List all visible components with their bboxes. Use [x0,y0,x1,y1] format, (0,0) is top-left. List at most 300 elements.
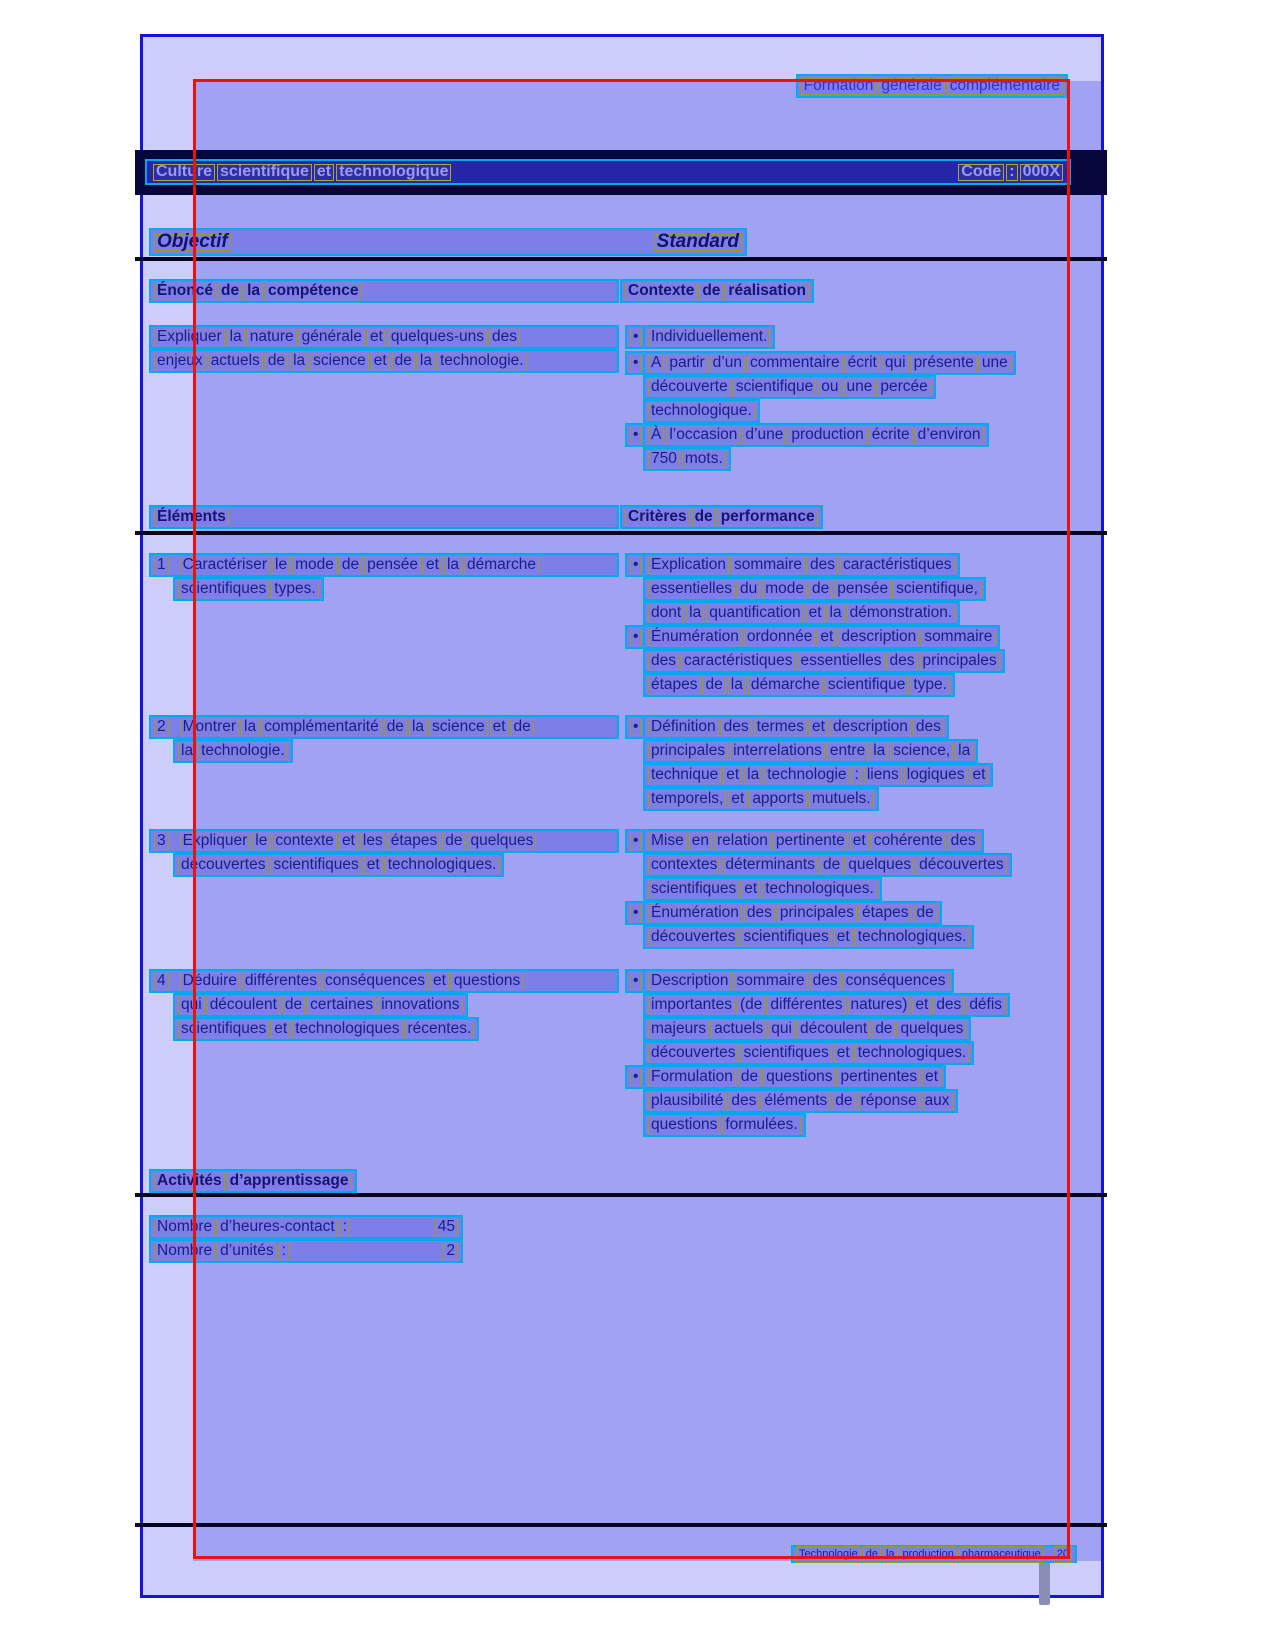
word-chip: technologique [336,164,451,181]
title-bar [135,150,1107,195]
word-chip: technologiques. [855,1045,970,1062]
word-chip: et [364,857,383,874]
word-chip: et [728,791,747,808]
word-chip: et [850,833,869,850]
bullet-icon: • [625,969,646,993]
word-chip: plausibilité [648,1093,726,1110]
word-chip: et [834,929,853,946]
word-chip: principales [920,653,1000,670]
word-chip: Éléments [154,509,229,526]
word-chip: des [810,973,841,990]
word-chip: en [689,833,712,850]
word-chip: innovations [378,997,462,1014]
criterion-line [643,1113,806,1137]
word-chip: des [887,653,918,670]
context-line [643,351,1016,375]
word-chip: étapes [859,905,912,922]
page-footer [791,1545,1077,1563]
criterion-line [643,577,986,601]
word-chip: apports [749,791,807,808]
word-chip: complémentarité [261,719,382,736]
word-chip: et [817,629,836,646]
units-label [153,1243,290,1260]
word-chip: nature [247,329,297,346]
word-chip: Standard [654,234,742,251]
word-chip: de [511,719,534,736]
word-chip: majeurs [648,1021,709,1038]
word-chip: Activités [154,1173,225,1190]
word-chip: ordonnée [744,629,816,646]
word-chip: scientifiques [270,857,361,874]
word-chip: technologie. [198,743,288,760]
text-cursor-mark [1039,1559,1050,1605]
word-chip: et [806,605,825,622]
word-chip: les [360,833,386,850]
word-chip: quantification [706,605,803,622]
word-chip: questions [451,973,523,990]
word-chip: scientifique [733,379,817,396]
word-chip: démonstration. [847,605,956,622]
word-chip: la [728,677,746,694]
word-chip: découvertes [648,1045,738,1062]
word-chip: certaines [307,997,376,1014]
word-chip: Culture [153,164,215,181]
criterion-line [643,829,984,853]
word-chip: et [834,1045,853,1062]
word-chip: technologiques. [762,881,877,898]
word-chip: pharmaceutique [959,1546,1044,1563]
word-chip: de [738,1069,761,1086]
word-chip: Formation [801,78,877,95]
word-chip: qui [178,997,205,1014]
activities-heading [149,1169,357,1193]
word-chip: démarche [464,557,539,574]
word-chip: de [384,719,407,736]
word-chip: de [703,677,726,694]
word-chip: conséquences [322,973,428,990]
word-chip: mode [762,581,807,598]
word-chip: technologie. [437,353,527,370]
word-chip: découverte [648,379,731,396]
word-chip: sommaire [921,629,995,646]
criterion-line [643,673,955,697]
word-chip: découlent [797,1021,870,1038]
word-chip: étapes [388,833,441,850]
element-item [149,715,619,739]
section-divider-line [135,1193,1107,1197]
word-chip: scientifique [217,164,312,181]
word-chip: performance [718,509,818,526]
word-chip: découvertes [648,929,738,946]
title-bar-band [145,159,1071,185]
word-chip: partir [666,355,707,372]
word-chip: (de [737,997,765,1014]
word-chip: logiques [904,767,968,784]
word-chip: la [744,767,762,784]
criterion-line [643,625,1000,649]
word-chip: compétence [265,283,361,300]
element-item [149,969,619,993]
word-chip: essentielles [798,653,885,670]
word-chip: scientifiques [178,1021,269,1038]
word-chip: aux [922,1093,953,1110]
word-chip: pensée [834,581,891,598]
word-chip: description [830,719,911,736]
word-chip: la [241,719,259,736]
criterion-line [643,1065,946,1089]
criteres-heading [620,505,823,529]
word-chip: et [367,329,386,346]
units-row [149,1239,463,1263]
word-chip: Contexte [625,283,697,300]
word-chip: questions [648,1117,720,1134]
word-chip: 750 [648,451,680,468]
element-item-line [173,853,504,877]
criterion-line [643,553,960,577]
word-chip: mots. [682,451,726,468]
item-number: 2 [154,719,169,736]
word-chip: et [970,767,989,784]
word-chip: quelques [897,1021,966,1038]
word-chip: d’unités [217,1243,276,1260]
word-chip: et [723,767,742,784]
word-chip: percée [877,379,930,396]
word-chip: Montrer [180,719,239,736]
word-chip: Technologie [796,1546,861,1563]
column-headers-row [149,228,747,256]
word-chip: cohérente [871,833,946,850]
contexte-heading [620,279,814,303]
word-chip: de [442,833,465,850]
word-chip: d’un [710,355,745,372]
course-title [152,164,452,181]
bullet-icon: • [625,325,646,349]
word-chip: technologie [764,767,849,784]
word-chip: de [282,997,305,1014]
word-chip: de [339,557,362,574]
criterion-line [643,739,978,763]
word-chip: sommaire [731,557,805,574]
word-chip: commentaire [747,355,843,372]
course-code [957,164,1064,181]
word-chip: technologiques. [385,857,500,874]
word-chip: du [737,581,760,598]
word-chip: production [788,427,866,444]
element-item-line [173,1017,479,1041]
word-chip: et [430,973,449,990]
word-chip: ou [818,379,841,396]
word-chip: 000X [1020,164,1063,181]
word-chip: Individuellement. [648,329,770,346]
bullet-icon: • [625,1065,646,1089]
criterion-line [643,763,993,787]
word-chip: quelques [845,857,914,874]
word-chip: et [922,1069,941,1086]
word-chip: des [744,905,775,922]
word-chip: Caractériser [180,557,270,574]
word-chip: une [844,379,876,396]
word-chip: Objectif [154,234,231,251]
units-value: 2 [443,1243,458,1260]
word-chip: Description [648,973,732,990]
bullet-icon: • [625,715,646,739]
word-chip: contexte [272,833,337,850]
word-chip: mode [292,557,337,574]
word-chip: Énumération [648,629,742,646]
hours-row [149,1215,463,1239]
word-chip: générale [878,78,944,95]
word-chip: À [648,427,664,444]
bullet-icon: • [625,351,646,375]
standard-heading [653,231,743,252]
word-chip: caractéristiques [681,653,796,670]
word-chip: découlent [207,997,280,1014]
word-chip: scientifique, [893,581,981,598]
word-chip: : [340,1219,350,1236]
word-chip: de [872,1021,895,1038]
statement-line [149,325,619,349]
word-chip: et [423,557,442,574]
word-chip: générale [299,329,365,346]
word-chip: la [417,353,435,370]
word-chip: Code [958,164,1004,181]
context-line [643,399,760,423]
element-item [149,829,619,853]
word-chip: scientifiques [740,1045,831,1062]
context-line [643,447,731,471]
bullet-icon: • [625,423,646,447]
word-chip: la [178,743,196,760]
criterion-line [643,877,882,901]
item-number: 3 [154,833,169,850]
word-chip: Explication [648,557,729,574]
word-chip: contextes [648,857,720,874]
word-chip: de [863,1546,881,1563]
word-chip: scientifiques [740,929,831,946]
context-line [643,325,775,349]
word-chip: des [913,719,944,736]
word-chip: le [252,833,270,850]
word-chip: technologiques. [855,929,970,946]
word-chip: écrite [869,427,913,444]
word-chip: pensée [364,557,421,574]
item-number: 4 [154,973,169,990]
word-chip: la [955,743,973,760]
section-divider-line [135,531,1107,535]
element-item-line [173,993,468,1017]
criterion-line [643,901,942,925]
word-chip: scientifiques [648,881,739,898]
word-chip: et [912,997,931,1014]
word-chip: de [809,581,832,598]
criterion-line [643,1041,974,1065]
word-chip: Énumération [648,905,742,922]
word-chip: actuels [711,1021,766,1038]
criterion-line [643,787,879,811]
word-chip: et [809,719,828,736]
word-chip: Critères [625,509,690,526]
statement-line [149,349,619,373]
word-chip: de [832,1093,855,1110]
criterion-line [643,601,960,625]
word-chip: des [648,653,679,670]
word-chip: sommaire [734,973,808,990]
running-header [796,74,1068,98]
word-chip: Définition [648,719,719,736]
elements-heading [149,505,619,529]
criterion-line [643,993,1010,1017]
hours-label [153,1219,351,1236]
word-chip: scientifique [825,677,909,694]
word-chip: et [490,719,509,736]
word-chip: réponse [858,1093,920,1110]
criterion-line [643,1017,971,1041]
section-divider-line [135,257,1107,261]
word-chip: de [699,283,723,300]
word-chip: présente [911,355,977,372]
criterion-line [643,715,949,739]
context-line [643,375,936,399]
word-chip: la [227,329,245,346]
word-chip: le [272,557,290,574]
word-chip: des [807,557,838,574]
word-chip: termes [754,719,807,736]
word-chip: dont [648,605,684,622]
word-chip: Expliquer [180,833,251,850]
word-chip: technologique. [648,403,755,420]
word-chip: liens [864,767,902,784]
word-chip: différentes [242,973,320,990]
word-chip: des [948,833,979,850]
word-chip: scientifiques [178,581,269,598]
footer-program-name [795,1546,1045,1563]
word-chip: de [392,353,415,370]
criterion-line [643,1089,958,1113]
criterion-line [643,969,954,993]
element-item-line [173,577,324,601]
criterion-line [643,853,1012,877]
bullet-icon: • [625,829,646,853]
criterion-line [643,649,1005,673]
word-chip: pertinente [773,833,848,850]
word-chip: interrelations [730,743,825,760]
word-chip: production [900,1546,957,1563]
word-chip: et [339,833,358,850]
word-chip: qui [768,1021,795,1038]
word-chip: d’apprentissage [227,1173,352,1190]
word-chip: technologiques [292,1021,402,1038]
word-chip: différentes [767,997,845,1014]
word-chip: : [1006,164,1017,181]
word-chip: d’heures-contact [217,1219,338,1236]
word-chip: Mise [648,833,687,850]
word-chip: étapes [648,677,701,694]
word-chip: de [692,509,716,526]
word-chip: science [429,719,488,736]
word-chip: et [741,881,760,898]
word-chip: mutuels. [809,791,874,808]
word-chip: : [852,767,862,784]
word-chip: Déduire [180,973,240,990]
word-chip: de [914,905,937,922]
criterion-line [643,925,974,949]
bullet-icon: • [625,553,646,577]
word-chip: la [883,1546,898,1563]
objectif-heading [153,231,232,252]
word-chip: la [409,719,427,736]
word-chip: quelques-uns [388,329,487,346]
word-chip: de [218,283,242,300]
word-chip: et [314,164,334,181]
word-chip: science [310,353,369,370]
word-chip: la [686,605,704,622]
word-chip: Expliquer [154,329,225,346]
word-chip: actuels [208,353,263,370]
word-chip: des [728,1093,759,1110]
word-chip: la [244,283,263,300]
word-chip: et [371,353,390,370]
word-chip: découvertes [178,857,268,874]
word-chip: temporels, [648,791,726,808]
context-line [643,423,989,447]
word-chip: écrit [845,355,880,372]
word-chip: découvertes [916,857,1006,874]
content-highlight-block [193,81,1101,1561]
word-chip: éléments [761,1093,830,1110]
bullet-icon: • [625,901,646,925]
word-chip: la [827,605,845,622]
word-chip: natures) [848,997,911,1014]
word-chip: importantes [648,997,735,1014]
word-chip: description [838,629,919,646]
item-number: 1 [154,557,169,574]
element-item [149,553,619,577]
section-divider-line [135,1523,1107,1527]
word-chip: A [648,355,664,372]
word-chip: des [721,719,752,736]
word-chip: : [279,1243,289,1260]
word-chip: entre [827,743,868,760]
word-chip: formulées. [722,1117,800,1134]
word-chip: complémentaire [947,78,1063,95]
word-chip: une [979,355,1011,372]
bullet-icon: • [625,625,646,649]
word-chip: quelques [468,833,537,850]
word-chip: enjeux [154,353,206,370]
word-chip: technique [648,767,721,784]
word-chip: démarche [748,677,823,694]
word-chip: principales [777,905,857,922]
document-page [140,34,1104,1598]
word-chip: défis [966,997,1005,1014]
word-chip: des [933,997,964,1014]
word-chip: types. [271,581,318,598]
word-chip: de [265,353,288,370]
word-chip: réalisation [725,283,809,300]
word-chip: questions [763,1069,835,1086]
word-chip: relation [714,833,771,850]
word-chip: science, [890,743,953,760]
word-chip: d’une [742,427,786,444]
word-chip: Énoncé [154,283,216,300]
word-chip: déterminants [722,857,818,874]
word-chip: des [489,329,520,346]
word-chip: la [444,557,462,574]
word-chip: la [870,743,888,760]
word-chip: essentielles [648,581,735,598]
enonce-heading [149,279,619,303]
word-chip: récentes. [405,1021,475,1038]
